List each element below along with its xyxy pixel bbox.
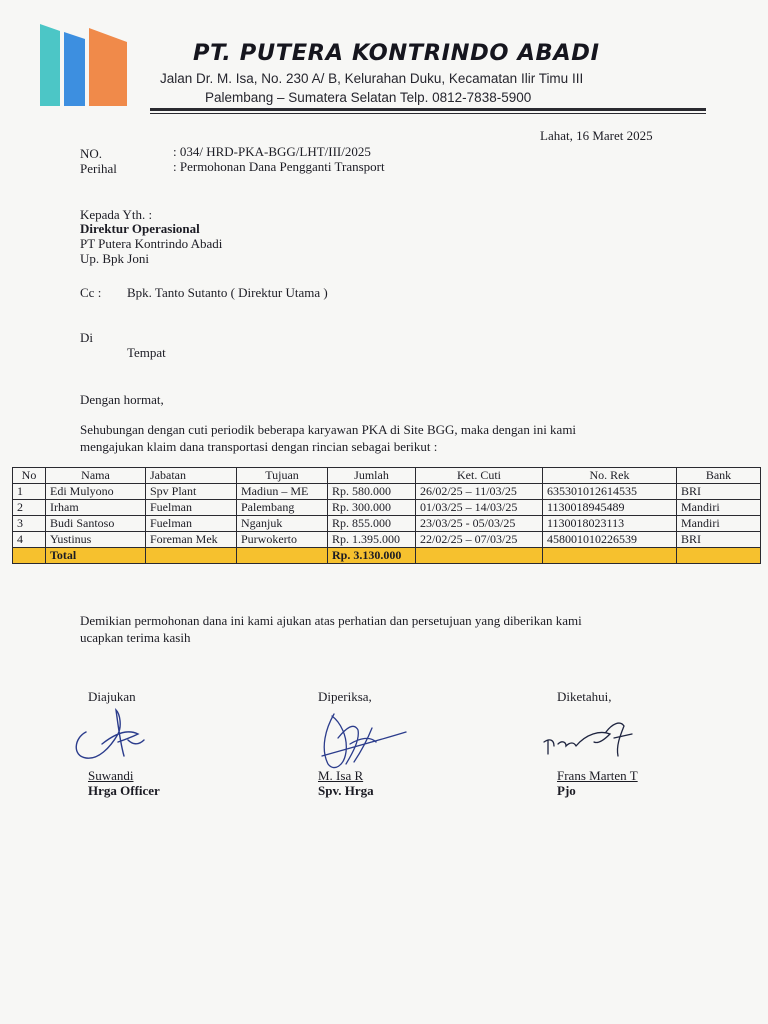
cell-ket-cuti: 01/03/25 – 14/03/25: [416, 500, 543, 516]
closing-line-1: Demikian permohonan dana ini kami ajukan atas perhatian dan persetujuan yang diberikan kami: [80, 613, 582, 628]
table-row: [13, 516, 761, 532]
greeting: Dengan hormat,: [80, 392, 164, 407]
letter-number-label: NO.: [80, 146, 103, 161]
cell-tujuan: Madiun – ME: [237, 484, 328, 500]
cc-recipient: Bpk. Tanto Sutanto ( Direktur Utama ): [127, 285, 328, 300]
header-tujuan: Tujuan: [237, 468, 328, 484]
cc-label: Cc :: [80, 285, 102, 300]
cell-ket-cuti: 22/02/25 – 07/03/25: [416, 532, 543, 548]
signature-name-3: Frans Marten T: [557, 768, 638, 783]
recipient-attention: Up. Bpk Joni: [80, 251, 149, 266]
cell-no-rek: 635301012614535: [543, 484, 677, 500]
cell-jabatan: Fuelman: [146, 500, 237, 516]
table-row: [13, 484, 761, 500]
company-name: PT. PUTERA KONTRINDO ABADI: [193, 40, 600, 66]
table-total-row: [13, 548, 761, 564]
closing-paragraph: [80, 612, 660, 646]
header-no-rek: No. Rek: [543, 468, 677, 484]
header-divider-thin: [150, 113, 706, 114]
signature-position-3: Pjo: [557, 783, 576, 798]
signature-position-2: Spv. Hrga: [318, 783, 374, 798]
cell-jabatan: Spv Plant: [146, 484, 237, 500]
company-logo: [40, 22, 130, 106]
cell-total-blank: [416, 548, 543, 564]
signature-frans-marten: [540, 712, 640, 762]
cell-jabatan: Foreman Mek: [146, 532, 237, 548]
closing-line-2: ucapkan terima kasih: [80, 630, 191, 645]
signature-role-2: Diperiksa,: [318, 689, 372, 704]
cell-jabatan: Fuelman: [146, 516, 237, 532]
header-no: No: [13, 468, 46, 484]
cell-nama: Budi Santoso: [46, 516, 146, 532]
table-row: [13, 532, 761, 548]
cell-tujuan: Nganjuk: [237, 516, 328, 532]
table-row: [13, 500, 761, 516]
subject: : Permohonan Dana Pengganti Transport: [173, 159, 385, 174]
cell-no-rek: 458001010226539: [543, 532, 677, 548]
header-bank: Bank: [677, 468, 761, 484]
transport-claim-table: [12, 467, 761, 564]
cell-no: 2: [13, 500, 46, 516]
header-jabatan: Jabatan: [146, 468, 237, 484]
intro-paragraph: [80, 421, 660, 455]
cell-nama: Edi Mulyono: [46, 484, 146, 500]
company-address: Jalan Dr. M. Isa, No. 230 A/ B, Kelurahan Duku, Kecamatan Ilir Timu III: [160, 71, 584, 86]
cell-jumlah: Rp. 855.000: [328, 516, 416, 532]
header-divider: [150, 108, 706, 111]
tempat-label: Tempat: [127, 345, 166, 360]
table-header-row: [13, 468, 761, 484]
header-nama: Nama: [46, 468, 146, 484]
cell-tujuan: Palembang: [237, 500, 328, 516]
cell-nama: Yustinus: [46, 532, 146, 548]
cell-bank: Mandiri: [677, 500, 761, 516]
signature-suwandi: [68, 704, 158, 766]
di-label: Di: [80, 330, 93, 345]
cell-bank: Mandiri: [677, 516, 761, 532]
cell-total-blank: [146, 548, 237, 564]
signature-role-1: Diajukan: [88, 689, 136, 704]
cell-bank: BRI: [677, 484, 761, 500]
signature-role-3: Diketahui,: [557, 689, 612, 704]
cell-ket-cuti: 26/02/25 – 11/03/25: [416, 484, 543, 500]
cell-jumlah: Rp. 1.395.000: [328, 532, 416, 548]
total-amount: Rp. 3.130.000: [328, 548, 416, 564]
intro-line-1: Sehubungan dengan cuti periodik beberapa karyawan PKA di Site BGG, maka dengan ini kami: [80, 422, 577, 437]
cell-nama: Irham: [46, 500, 146, 516]
header-ket-cuti: Ket. Cuti: [416, 468, 543, 484]
cell-total-blank: [677, 548, 761, 564]
total-label: Total: [46, 548, 146, 564]
cell-jumlah: Rp. 300.000: [328, 500, 416, 516]
cell-total-blank: [543, 548, 677, 564]
recipient-intro: Kepada Yth. :: [80, 207, 153, 222]
header-jumlah: Jumlah: [328, 468, 416, 484]
cell-jumlah: Rp. 580.000: [328, 484, 416, 500]
place-date: Lahat, 16 Maret 2025: [540, 128, 653, 143]
recipient-title: Direktur Operasional: [80, 221, 200, 236]
cell-no-rek: 1130018945489: [543, 500, 677, 516]
letter-number: : 034/ HRD-PKA-BGG/LHT/III/2025: [173, 144, 371, 159]
cell-tujuan: Purwokerto: [237, 532, 328, 548]
cell-total-blank: [237, 548, 328, 564]
signature-position-1: Hrga Officer: [88, 783, 160, 798]
cell-no-rek: 1130018023113: [543, 516, 677, 532]
signature-name-2: M. Isa R: [318, 768, 364, 783]
intro-line-2: mengajukan klaim dana transportasi dengan rincian sebagai berikut :: [80, 439, 438, 454]
subject-label: Perihal: [80, 161, 117, 176]
cell-no: 3: [13, 516, 46, 532]
cell-no: 4: [13, 532, 46, 548]
signature-name-1: Suwandi: [88, 768, 134, 783]
cell-total-blank: [13, 548, 46, 564]
cell-ket-cuti: 23/03/25 - 05/03/25: [416, 516, 543, 532]
recipient-company: PT Putera Kontrindo Abadi: [80, 236, 223, 251]
signature-m-isa: [310, 708, 420, 774]
company-city-phone: Palembang – Sumatera Selatan Telp. 0812-7838-5900: [205, 90, 532, 105]
cell-no: 1: [13, 484, 46, 500]
cell-bank: BRI: [677, 532, 761, 548]
